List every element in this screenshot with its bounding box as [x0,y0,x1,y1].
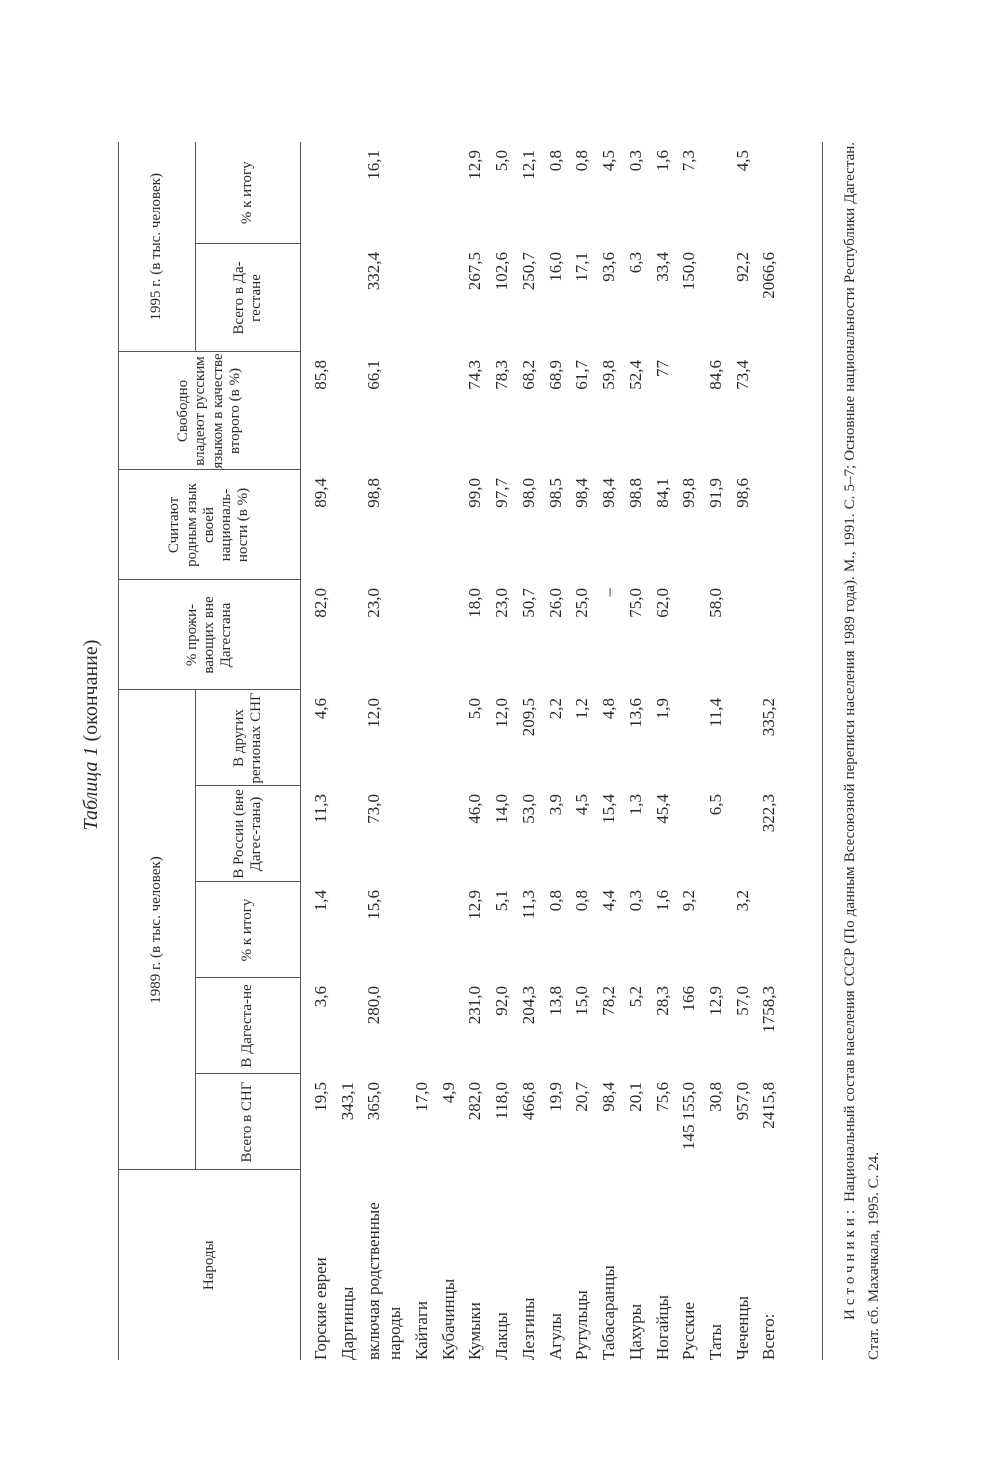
table-row [513,142,540,1360]
row-value: 93,6 [599,252,619,282]
row-value: 6,5 [706,794,726,816]
row-value: 92,0 [492,986,512,1016]
caption-suffix: (окончание) [80,639,102,742]
row-value: 84,6 [706,360,726,390]
row-value: 98,8 [364,478,384,508]
row-value: 2415,8 [759,1082,779,1129]
row-value [433,352,460,470]
row-value: 1,9 [652,698,672,720]
row-value [753,580,780,690]
row-value: 84,1 [652,478,672,508]
row-name: Русские [679,1302,699,1360]
row-value: 28,3 [652,986,672,1016]
row-value: 4,5 [732,150,752,172]
row-value: 12,9 [465,890,485,920]
row-value: 2,2 [545,698,565,720]
row-value: 3,9 [545,794,565,816]
table-row [459,142,486,1360]
row-value: 7,3 [679,150,699,172]
row-value [332,352,359,470]
row-value: 45,4 [652,794,672,824]
row-name: Кубачинцы [438,1278,458,1360]
row-value: 58,0 [706,588,726,618]
row-value [406,580,433,690]
row-value: 23,0 [492,588,512,618]
row-value: 75,0 [625,588,645,618]
row-value: 0,8 [572,150,592,172]
row-value [301,244,332,352]
row-value: 343,1 [337,1082,357,1121]
row-value [406,978,433,1074]
table-row [673,142,700,1360]
row-value: 5,1 [492,890,512,912]
row-value [700,882,727,978]
row-value: 12,1 [518,150,538,180]
row-value: 4,5 [599,150,619,172]
row-value [673,352,700,470]
row-value [332,580,359,690]
row-value: 250,7 [518,252,538,291]
row-value: 19,5 [311,1082,330,1112]
row-value [406,142,433,244]
row-value: 15,0 [572,986,592,1016]
row-value: 26,0 [545,588,565,618]
row-value: 11,4 [706,698,726,728]
row-value [700,244,727,352]
header-1989-other: В других регионах СНГ [196,690,301,786]
row-value: 46,0 [465,794,485,824]
header-native-language: Считают родным язык своей националь-ности (в %) [119,470,301,580]
row-value [332,142,359,244]
row-value: 78,3 [492,360,512,390]
row-value: 53,0 [518,794,538,824]
row-value [753,470,780,580]
row-value: 1758,3 [759,986,779,1033]
row-value: 4,5 [572,794,592,816]
table-row [301,142,332,1360]
row-name: Ногайцы [652,1295,672,1360]
row-value: 99,8 [679,478,699,508]
row-value: 73,0 [364,794,384,824]
row-value: 231,0 [465,986,485,1025]
row-value: 57,0 [732,986,752,1016]
row-value: 50,7 [518,588,538,618]
row-value: 23,0 [364,588,384,618]
row-value [433,580,460,690]
row-value: 280,0 [364,986,384,1025]
row-value: 15,4 [599,794,619,824]
row-value: 11,3 [311,794,330,824]
row-value: 99,0 [465,478,485,508]
row-value: 204,3 [518,986,538,1025]
table-row [540,142,567,1360]
row-value: 209,5 [518,698,538,737]
row-value [433,142,460,244]
row-value [433,978,460,1074]
row-value: 466,8 [518,1082,538,1121]
row-value: 12,9 [706,986,726,1016]
table-body [301,142,781,1360]
row-value: 68,9 [545,360,565,390]
table-row [700,142,727,1360]
row-value: 12,0 [364,698,384,728]
row-value: 0,3 [625,890,645,912]
row-name: Цахуры [625,1303,645,1360]
row-value: 332,4 [364,252,384,291]
row-value [406,786,433,882]
row-value: 74,3 [465,360,485,390]
row-value: 9,2 [679,890,699,912]
row-value [406,244,433,352]
row-value: 75,6 [652,1082,672,1112]
row-value: 68,2 [518,360,538,390]
row-value: 4,4 [599,890,619,912]
row-value: 91,9 [706,478,726,508]
table-row [332,142,359,1360]
row-value: 1,6 [652,890,672,912]
row-name: Агулы [545,1313,565,1360]
row-value: 2066,6 [759,252,779,299]
row-value: 13,8 [545,986,565,1016]
row-value [753,882,780,978]
row-name: Лакцы [492,1312,512,1360]
row-value: 5,0 [465,698,485,720]
row-value: 5,2 [625,986,645,1008]
row-value [727,690,754,786]
row-value: 66,1 [364,360,384,390]
row-value: 61,7 [572,360,592,390]
row-value: 102,6 [492,252,512,291]
row-value: 12,9 [465,150,485,180]
row-value: 17,1 [572,252,592,282]
row-value [406,882,433,978]
row-value [700,142,727,244]
row-value: 18,0 [465,588,485,618]
row-value: 365,0 [364,1082,384,1121]
row-value: 30,8 [706,1082,726,1112]
row-value: 118,0 [492,1082,512,1120]
row-value: 1,6 [652,150,672,172]
row-value: 4,8 [599,698,619,720]
table-row [433,142,460,1360]
row-value [673,690,700,786]
row-value: 267,5 [465,252,485,291]
row-value: 16,0 [545,252,565,282]
row-value [332,786,359,882]
sources-text: Национальный состав населения СССР (По данным Всесоюзной переписи населения 1989 года). М., 1991. С. 5–7; Основные национальности Республики Дагестан. Стат. сб. Махачкала, 1995. С. 24. [842,141,882,1360]
table-row [727,142,754,1360]
row-value: 0,8 [545,150,565,172]
row-value: 25,0 [572,588,592,618]
row-name: включая родственные народы [364,1202,405,1360]
header-russian-language: Свободно владеют русским языком в качестве второго (в %) [119,352,301,470]
row-value: 322,3 [759,794,779,833]
header-1995-percent: % к итогу [196,142,301,244]
row-value: 3,2 [732,890,752,912]
row-value: 98,6 [732,478,752,508]
row-value: 17,0 [411,1082,431,1112]
row-value: 0,8 [572,890,592,912]
row-value: 15,6 [364,890,384,920]
table-row [593,142,620,1360]
row-name: Лезгины [518,1297,538,1360]
row-value [332,882,359,978]
row-value: 92,2 [732,252,752,282]
row-value: 13,6 [625,698,645,728]
row-value [433,690,460,786]
row-value: 82,0 [311,588,330,618]
row-value: 52,4 [625,360,645,390]
row-name: Кайтаги [411,1300,431,1360]
row-name: Горские евреи [311,1257,330,1360]
row-value: 1,2 [572,698,592,720]
header-peoples: Народы [119,1170,301,1360]
row-value: 1,3 [625,794,645,816]
row-name: Всего: [759,1313,779,1360]
row-value: 77 [652,360,672,377]
row-value: 85,8 [311,360,330,390]
row-value: 166 [679,986,699,1012]
table-row [406,142,433,1360]
row-value: 11,3 [518,890,538,920]
header-outside: % прожи-вающих вне Дагестана [119,580,301,690]
row-value: 3,6 [311,986,330,1008]
table-row [647,142,674,1360]
header-1989-percent: % к итогу [196,882,301,978]
row-value [433,786,460,882]
row-name: Рутульцы [572,1290,592,1360]
row-value: 98,0 [518,478,538,508]
row-value: 335,2 [759,698,779,737]
row-value: 4,9 [438,1082,458,1104]
row-value: 59,8 [599,360,619,390]
row-value: 282,0 [465,1082,485,1121]
sources-label: Источники: [842,1205,858,1320]
row-value [433,882,460,978]
row-value: 73,4 [732,360,752,390]
row-value: 98,4 [599,1082,619,1112]
nationalities-table [118,142,780,1360]
header-1989: 1989 г. (в тыс. человек) [119,690,196,1170]
row-value [332,978,359,1074]
header-1989-russia: В России (вне Дагес-тана) [196,786,301,882]
row-value [332,690,359,786]
row-value: 16,1 [364,150,384,180]
row-value: 98,8 [625,478,645,508]
row-value: 33,4 [652,252,672,282]
table-bottom-rule [822,142,823,1360]
header-1989-dagestan: В Дагеста-не [196,978,301,1074]
row-value [332,244,359,352]
table-row [486,142,513,1360]
row-value: 19,9 [545,1082,565,1112]
row-value: 89,4 [311,478,330,508]
row-value: 0,8 [545,890,565,912]
row-value [673,786,700,882]
row-value: 5,0 [492,150,512,172]
table-caption [80,0,103,1470]
row-value [727,786,754,882]
row-value [433,470,460,580]
row-value: 145 155,0 [679,1082,699,1150]
row-value: 14,0 [492,794,512,824]
row-value: 98,4 [599,478,619,508]
row-value [673,580,700,690]
row-value [406,470,433,580]
row-value [332,470,359,580]
header-1995: 1995 г. (в тыс. человек) [119,142,196,352]
header-1995-total: Всего в Да-гестане [196,244,301,352]
row-value: 78,2 [599,986,619,1016]
row-value: 20,7 [572,1082,592,1112]
table-row [620,142,647,1360]
row-value: 6,3 [625,252,645,274]
row-value: 20,1 [625,1082,645,1112]
row-value: 150,0 [679,252,699,291]
row-value: – [599,588,619,597]
row-value [753,352,780,470]
row-name: Табасаранцы [599,1265,619,1360]
row-name: Таты [706,1324,726,1360]
row-value [406,690,433,786]
row-value: 97,7 [492,478,512,508]
row-value: 98,5 [545,478,565,508]
row-value [301,142,332,244]
row-value [433,244,460,352]
row-name: Кумыки [465,1302,485,1360]
table-row [566,142,593,1360]
row-value [727,580,754,690]
row-value: 62,0 [652,588,672,618]
row-value: 1,4 [311,890,330,912]
row-value: 0,3 [625,150,645,172]
caption-title: Таблица 1 [80,746,102,831]
row-value: 98,4 [572,478,592,508]
table-row [358,142,405,1360]
row-name: Чеченцы [732,1296,752,1360]
row-value [753,142,780,244]
sources-note [838,142,886,1360]
table-row [753,142,780,1360]
row-value: 4,6 [311,698,330,720]
header-1989-total: Всего в СНГ [196,1074,301,1170]
row-name: Даргинцы [337,1286,357,1360]
row-value: 957,0 [732,1082,752,1121]
row-value: 12,0 [492,698,512,728]
row-value [406,352,433,470]
